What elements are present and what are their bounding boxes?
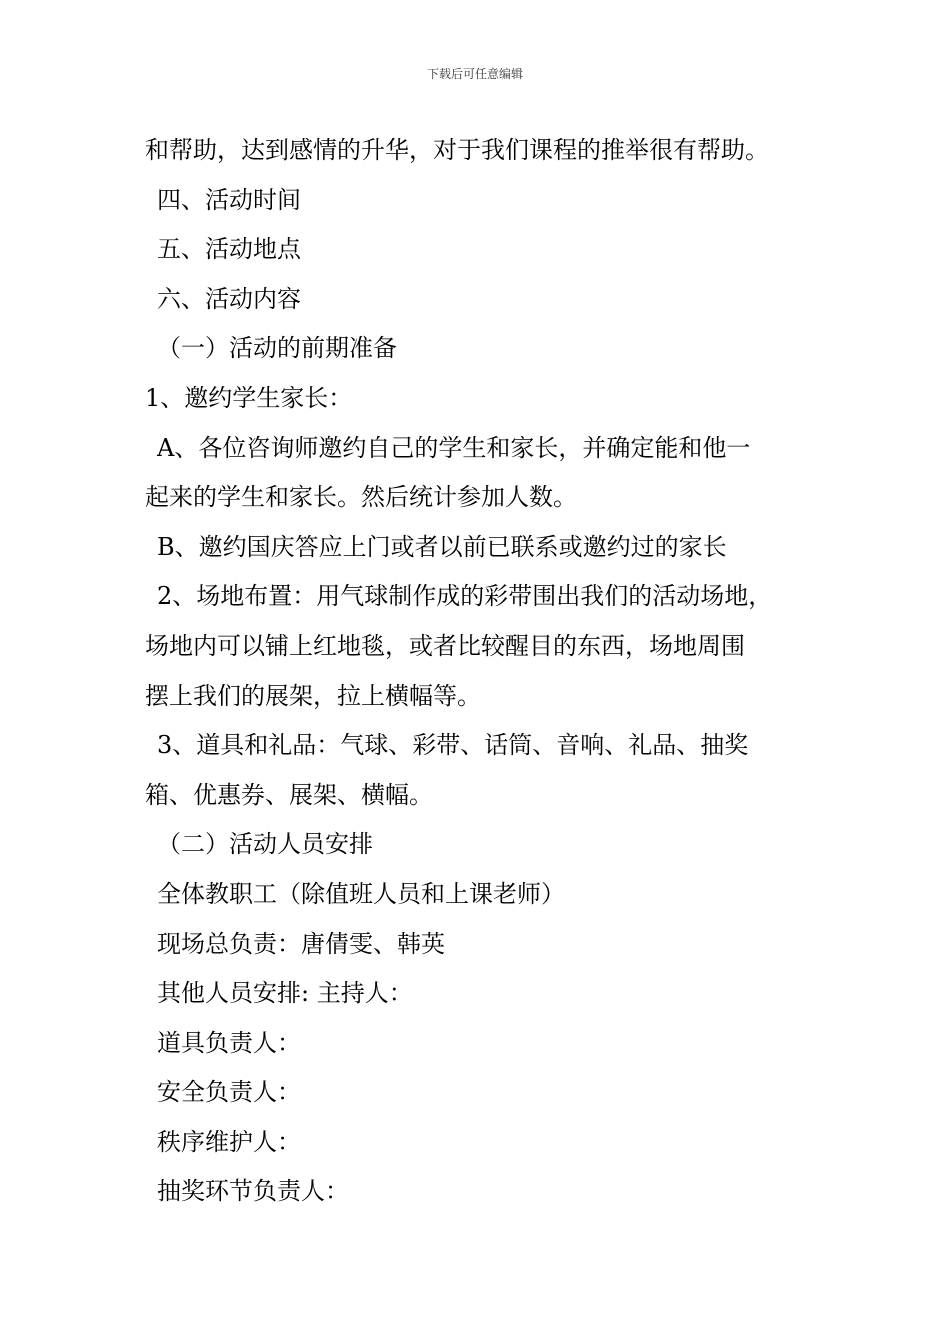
section-heading-location: 五、活动地点 xyxy=(157,235,301,264)
paragraph-line: 摆上我们的展架，拉上横幅等。 xyxy=(145,681,481,710)
paragraph-line: 和帮助，达到感情的升华，对于我们课程的推举很有帮助。 xyxy=(145,136,769,164)
page-header-note: 下载后可任意编辑 xyxy=(426,67,523,81)
list-item-props-gifts: 3、道具和礼品：气球、彩带、话筒、音响、礼品、抽奖 xyxy=(157,731,749,760)
paragraph-line: 箱、优惠券、展架、横幅。 xyxy=(145,780,433,809)
paragraph-line: 道具负责人： xyxy=(157,1028,301,1057)
paragraph-line: 其他人员安排: 主持人： xyxy=(157,979,413,1008)
paragraph-line: 秩序维护人： xyxy=(157,1127,301,1156)
paragraph-line: 抽奖环节负责人： xyxy=(157,1177,349,1206)
paragraph-line: 现场总负责：唐倩雯、韩英 xyxy=(157,929,445,958)
list-item-venue-setup: 2、场地布置：用气球制作成的彩带围出我们的活动场地， xyxy=(157,582,773,611)
subsection-heading-staffing: （二）活动人员安排 xyxy=(157,830,373,859)
paragraph-line: 场地内可以铺上红地毯，或者比较醒目的东西，场地周围 xyxy=(145,631,745,660)
list-item-invite-parents: 1、邀约学生家长： xyxy=(145,383,353,412)
section-heading-content: 六、活动内容 xyxy=(157,284,301,313)
subsection-heading-preparation: （一）活动的前期准备 xyxy=(157,334,397,363)
paragraph-line: 全体教职工（除值班人员和上课老师） xyxy=(157,879,565,908)
paragraph-line: 起来的学生和家长。然后统计参加人数。 xyxy=(145,483,577,512)
paragraph-line: A、各位咨询师邀约自己的学生和家长，并确定能和他一 xyxy=(157,433,751,462)
paragraph-line: B、邀约国庆答应上门或者以前已联系或邀约过的家长 xyxy=(157,532,727,561)
paragraph-line: 安全负责人： xyxy=(157,1078,301,1107)
section-heading-time: 四、活动时间 xyxy=(157,185,301,214)
document-body xyxy=(145,126,845,1217)
